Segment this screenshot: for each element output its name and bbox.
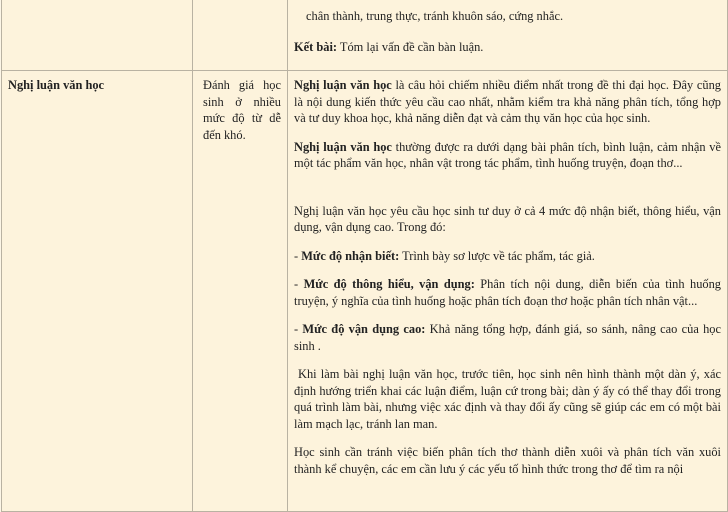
paragraph: Học sinh cần tránh việc biến phân tích thơ thành diễn xuôi và phân tích văn xuôi thành kể chuyện, các em cần lưu ý các yếu tố hình thức trong thơ để tìm ra nội — [294, 445, 721, 476]
level-item — [294, 276, 721, 309]
level-text: Trình bày sơ lược về tác phẩm, tác giả. — [399, 248, 595, 263]
level-item — [294, 321, 721, 354]
row-title: Nghị luận văn học — [8, 78, 105, 92]
table-cell — [288, 0, 728, 71]
table-cell — [2, 71, 193, 512]
ket-bai-text: Tóm lại vấn đề cần bàn luận. — [337, 39, 484, 54]
level-text: Khả năng tổng hợp, đánh giá, so sánh, nâng cao của học sinh . — [294, 322, 721, 353]
bold-term: Nghị luận văn học — [294, 139, 392, 154]
paragraph-text: thường được ra dưới dạng bài phân tích, bình luận, cảm nhận về một tác phẩm văn học, nhân vật trong tác phẩm, tình huống truyện, đoạn thơ... — [294, 139, 721, 170]
level-label: Mức độ thông hiểu, vận dụng: — [303, 277, 475, 291]
bullet: - — [294, 248, 302, 263]
table-cell — [2, 0, 193, 71]
level-text: Phân tích nội dung, diễn biến của tình huống truyện, ý nghĩa của tình huống hoặc phân tích đoạn thơ hoặc phân tích nhân vật... — [294, 277, 721, 308]
level-label: Mức độ vận dụng cao: — [302, 322, 426, 336]
bold-term: Nghị luận văn học — [294, 78, 392, 92]
paragraph-text: là câu hỏi chiếm nhiều điểm nhất trong đề thi đại học. Đây cũng là nội dung kiến thức yêu cầu cao nhất, nhằm kiểm tra khả năng phân tích, tổng hợp và tư duy khoa học, khả năng diễn đạt và cảm thụ văn học của học sinh. — [294, 78, 722, 125]
ket-bai-paragraph — [294, 39, 721, 56]
bullet: - — [294, 277, 304, 291]
table-cell — [288, 71, 728, 512]
paragraph: Khi làm bài nghị luận văn học, trước tiên, học sinh nên hình thành một dàn ý, xác định hướng triển khai các luận điểm, luận cứ trong bài; dàn ý ấy có thể thay đổi trong quá trình làm bài, nhưng việc xác định và thay đổi ấy cũng sẽ giúp các em có một bài làm mạch lạc, tránh lan man. — [294, 367, 721, 431]
evaluation-text: Đánh giá học sinh ở nhiều mức độ từ dễ đến khó. — [203, 78, 281, 142]
ket-bai-label: Kết bài: — [294, 39, 338, 54]
paragraph: Nghị luận văn học yêu cầu học sinh tư duy ở cả 4 mức độ nhận biết, thông hiểu, vận dụng, vận dụng cao. Trong đó: — [294, 203, 721, 234]
level-label: Mức độ nhận biết: — [301, 248, 400, 263]
table-cell — [193, 0, 288, 71]
table-row — [2, 0, 728, 71]
paragraph — [294, 77, 721, 127]
bullet: - — [294, 322, 303, 336]
table-cell — [193, 71, 288, 512]
text-line: chân thành, trung thực, tránh khuôn sáo, cứng nhắc. — [306, 9, 564, 23]
content-table — [1, 0, 728, 512]
table-row — [2, 71, 728, 512]
paragraph — [294, 139, 721, 172]
level-item — [294, 248, 721, 265]
